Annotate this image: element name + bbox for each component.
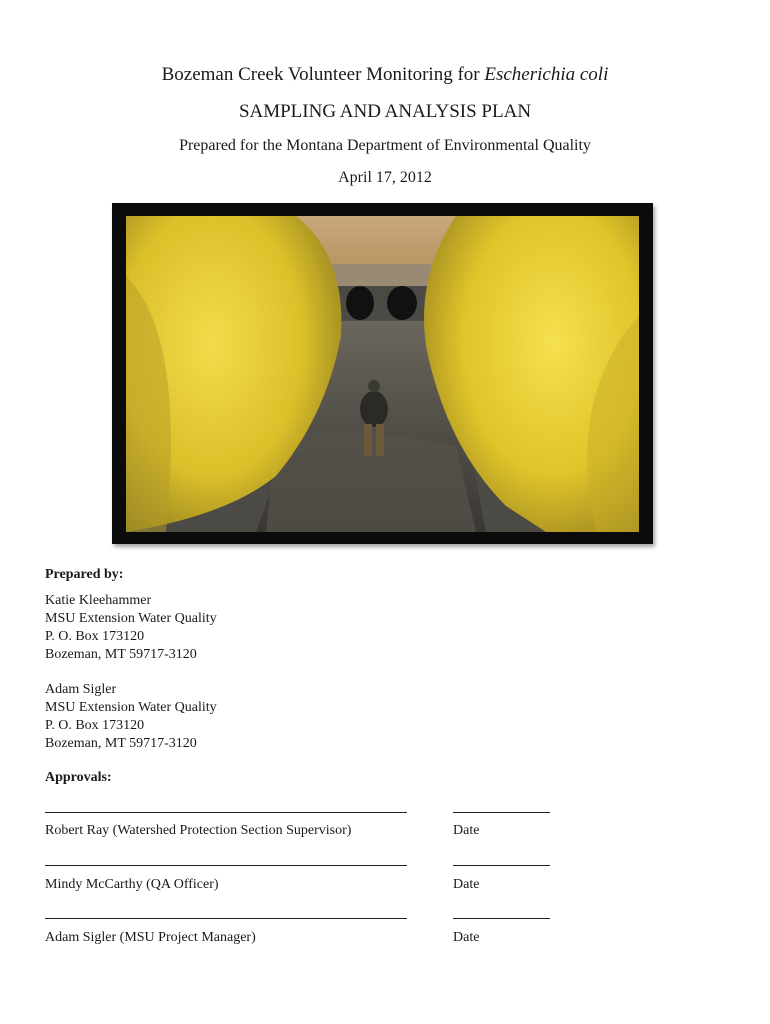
signatory-label: Robert Ray (Watershed Protection Section Supervisor) [45, 823, 352, 838]
date-line[interactable] [453, 865, 550, 866]
prepared-by-heading: Prepared by: [45, 567, 124, 582]
title-species: Escherichia coli [484, 64, 609, 85]
title-prefix: Bozeman Creek Volunteer Monitoring for [161, 64, 485, 85]
signatory-label: Mindy McCarthy (QA Officer) [45, 877, 219, 892]
contact-city: Bozeman, MT 59717-3120 [45, 647, 197, 662]
contact-organization: MSU Extension Water Quality [45, 611, 217, 626]
cover-photo [112, 203, 653, 544]
signatory-label: Adam Sigler (MSU Project Manager) [45, 930, 256, 945]
contact-card [45, 681, 217, 753]
date-line[interactable] [453, 812, 550, 813]
contact-city: Bozeman, MT 59717-3120 [45, 736, 197, 751]
document-type: SAMPLING AND ANALYSIS PLAN [238, 101, 532, 122]
date-label: Date [453, 823, 480, 838]
date-line[interactable] [453, 918, 550, 919]
contact-name: Katie Kleehammer [45, 593, 152, 608]
signature-line[interactable] [45, 812, 407, 813]
document-date: April 17, 2012 [338, 169, 432, 186]
signature-line[interactable] [45, 865, 407, 866]
contact-address: P. O. Box 173120 [45, 629, 145, 644]
date-label: Date [453, 930, 480, 945]
contact-name: Adam Sigler [45, 682, 117, 697]
document-title [0, 64, 770, 86]
contact-address: P. O. Box 173120 [45, 718, 145, 733]
date-label: Date [453, 877, 480, 892]
prepared-for: Prepared for the Montana Department of Environmental Quality [179, 137, 591, 154]
contact-organization: MSU Extension Water Quality [45, 700, 217, 715]
contact-card [45, 592, 217, 664]
creek-photo-icon [126, 216, 639, 532]
signature-line[interactable] [45, 918, 407, 919]
approvals-heading: Approvals: [45, 770, 112, 785]
